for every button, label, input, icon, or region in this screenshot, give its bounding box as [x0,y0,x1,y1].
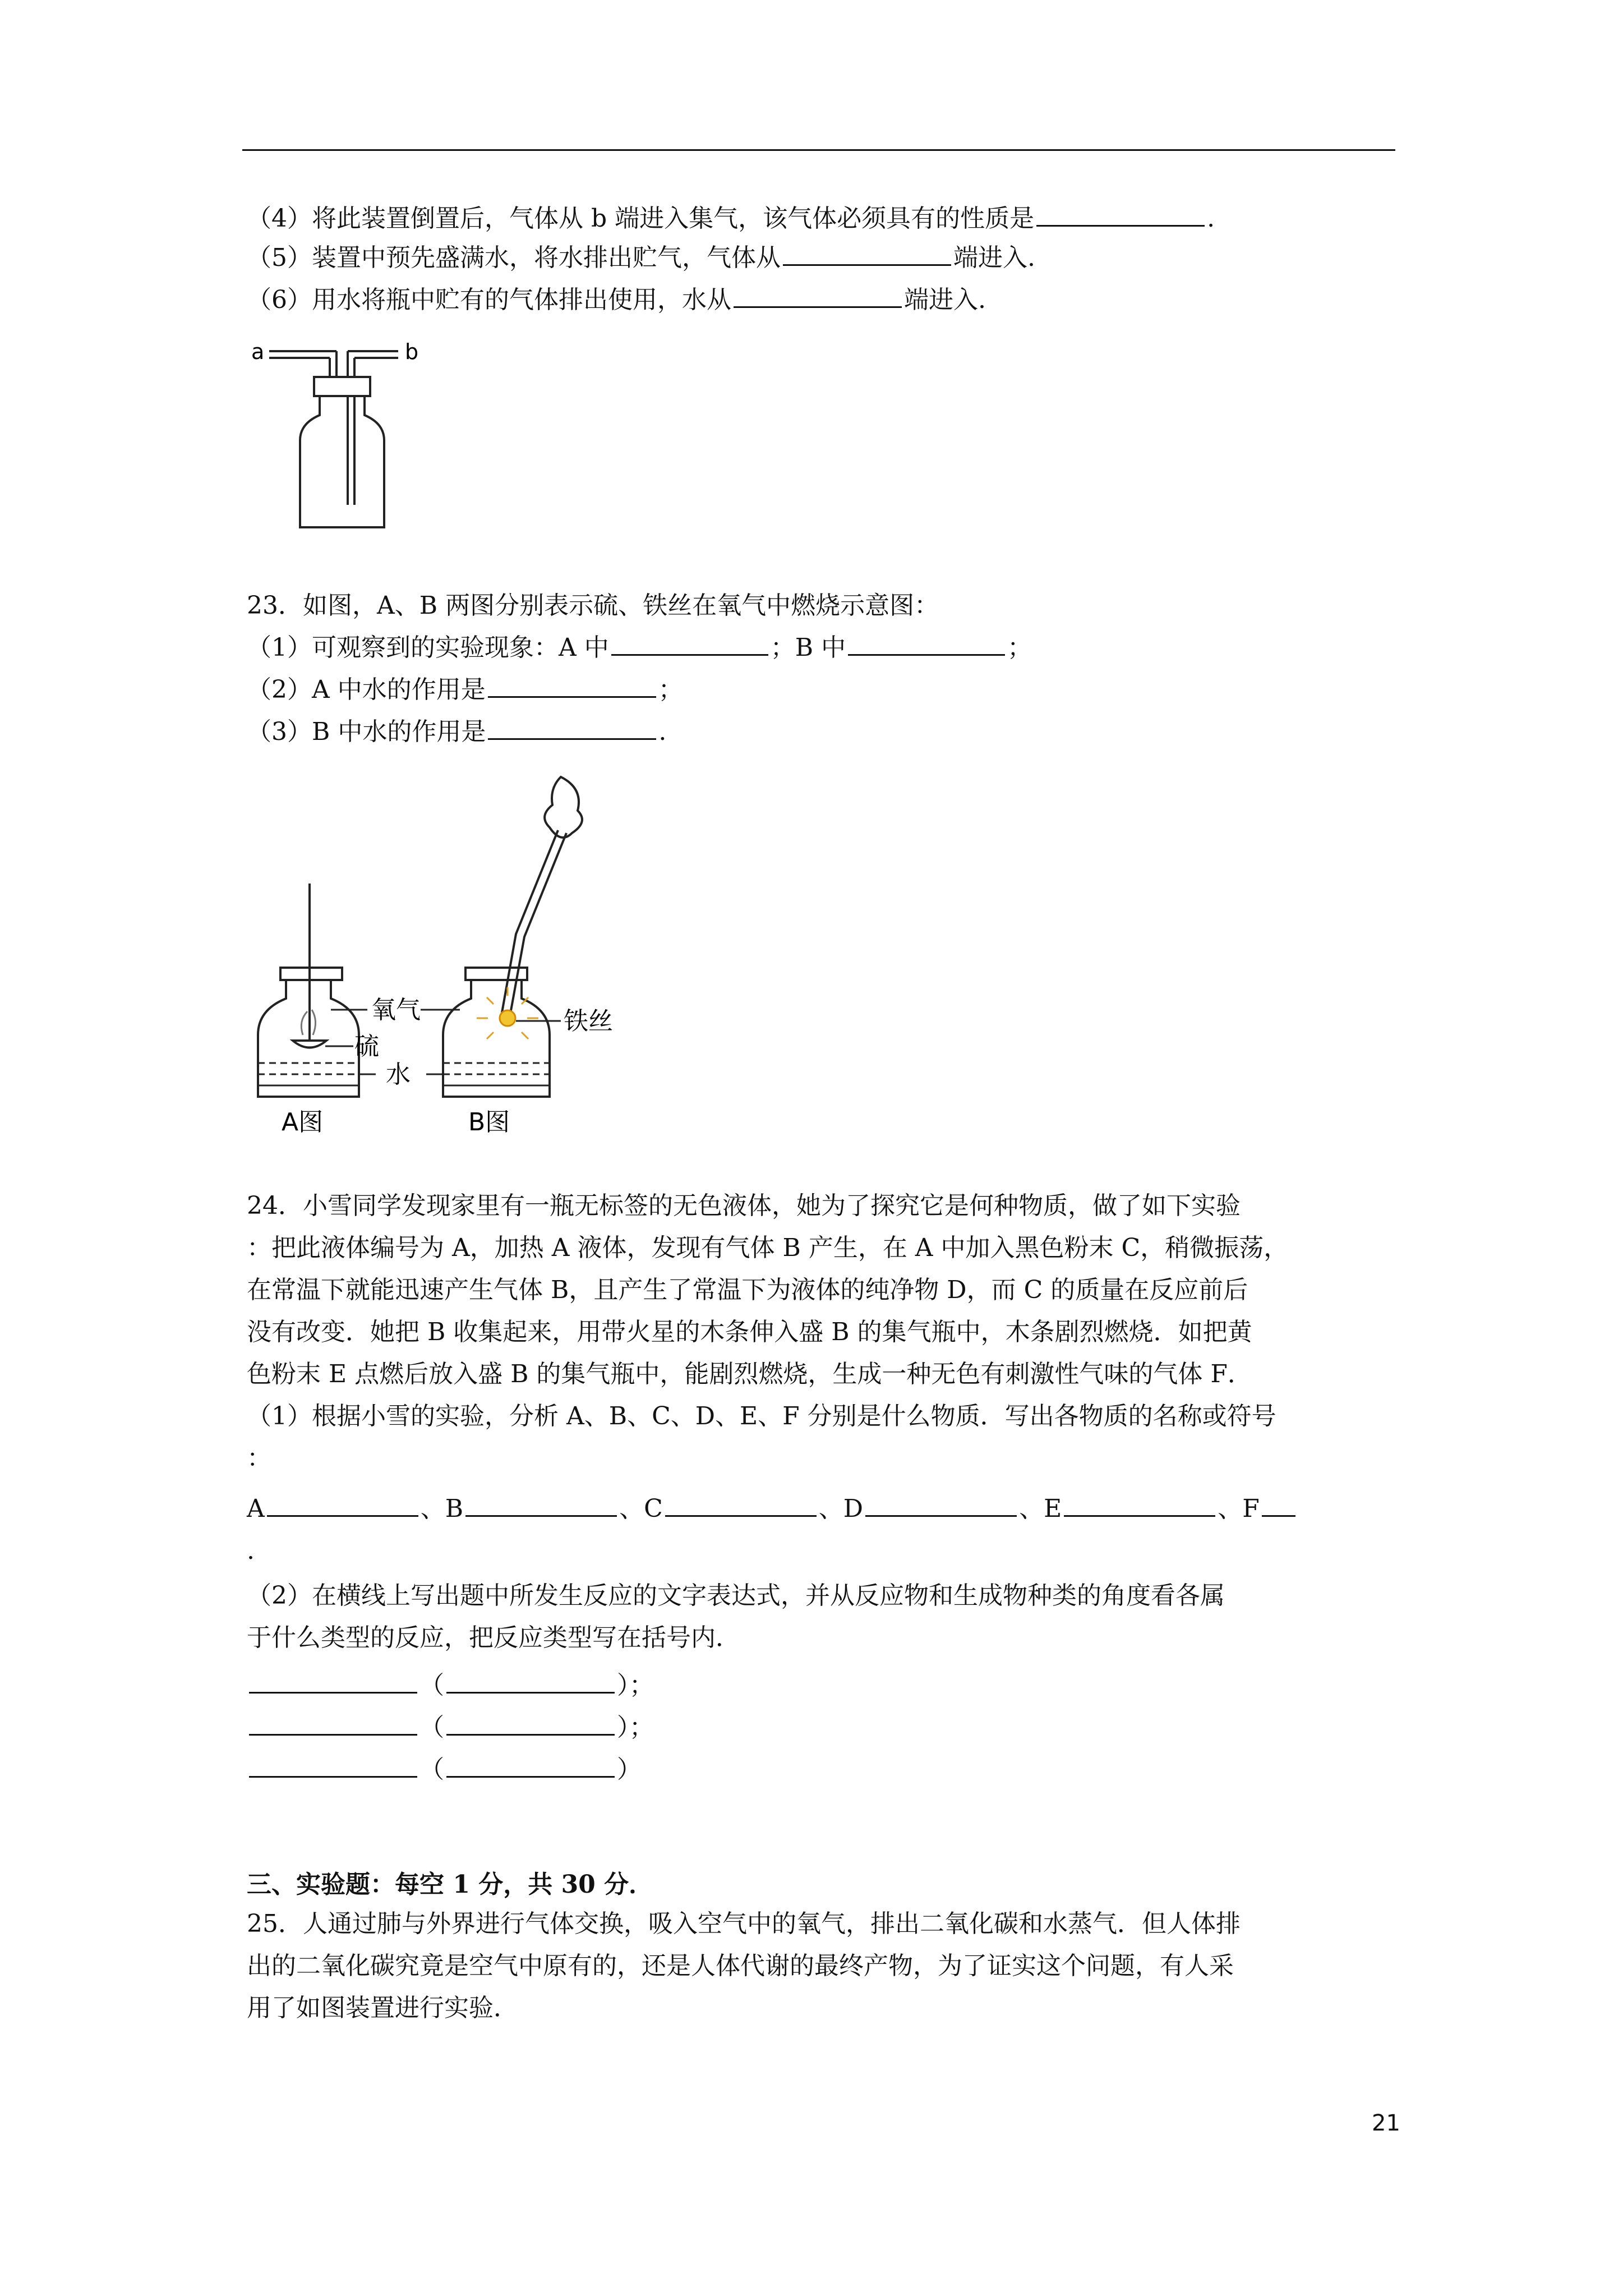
q24-answer-end: . [247,1536,255,1565]
q22-line4: （4）将此装置倒置后，气体从 b 端进入集气，该气体必须具有的性质是 . [247,202,1399,236]
gas-bottle-figure [247,325,426,539]
reaction-type-blank[interactable] [446,1711,615,1736]
fig-label-b: b [405,339,419,364]
q23-part2: （2）A 中水的作用是 ； [247,673,1399,707]
label-water: 水 [386,1060,411,1089]
answer-blank-f[interactable] [1262,1493,1295,1517]
q24-stem-line: ：把此液体编号为 A，加热 A 液体，发现有气体 B 产生，在 A 中加入黑色粉末 C，稍微振荡， [247,1234,1289,1262]
q23-stem: 23．如图，A、B 两图分别表示硫、铁丝在氧气中燃烧示意图： [247,591,939,620]
q24-part1-line: （1）根据小雪的实验，分析 A、B、C、D、E、F 分别是什么物质．写出各物质的名称或符号 [247,1402,1276,1430]
fig-label-a: a [251,339,265,364]
equation-blank[interactable] [249,1711,417,1736]
answer-blank[interactable] [488,674,656,698]
answer-blank[interactable] [783,242,951,266]
q24-stem-line: 色粉末 E 点燃后放入盛 B 的集气瓶中，能剧烈燃烧，生成一种无色有刺激性气味的气体 F． [247,1360,1252,1388]
q24-equation-row: （ ）； [247,1669,1399,1703]
label-oxygen: 氧气 [371,996,421,1024]
q24-stem-line: 没有改变．她把 B 收集起来，用带火星的木条伸入盛 B 的集气瓶中，木条剧烈燃烧．如把黄 [247,1318,1252,1346]
answer-blank-a[interactable] [267,1493,418,1517]
equation-blank[interactable] [249,1754,417,1778]
q24-part1-line: ： [247,1444,271,1473]
page-number: 21 [1372,2110,1400,2136]
q24-stem-line: 在常温下就能迅速产生气体 B，且产生了常温下为液体的纯净物 D，而 C 的质量在反应前后 [247,1276,1248,1304]
header-rule [242,149,1395,151]
section-heading: 三、实验题：每空 1 分，共 30 分． [247,1870,654,1899]
reaction-type-blank[interactable] [446,1669,615,1694]
q24-answer-row: A 、B 、C 、D 、E 、F [247,1492,1399,1526]
q24-equation-row: （ ） [247,1753,1399,1787]
q25-line: 出的二氧化碳究竟是空气中原有的，还是人体代谢的最终产物，为了证实这个问题，有人采 [247,1952,1234,1980]
q25-line: 用了如图装置进行实验． [247,1994,518,2022]
q24-part2-line: 于什么类型的反应，把反应类型写在括号内． [247,1623,740,1652]
label-iron-wire: 铁丝 [564,1007,613,1036]
label-sulfur: 硫 [354,1032,379,1061]
caption-a: A图 [282,1108,324,1137]
reaction-type-blank[interactable] [446,1754,615,1778]
q24-equation-row: （ ）； [247,1711,1399,1745]
answer-blank[interactable] [488,716,656,740]
answer-blank-c[interactable] [665,1493,817,1517]
q22-line5: （5）装置中预先盛满水，将水排出贮气，气体从 端进入. [247,241,1399,275]
combustion-figure [247,771,707,1142]
answer-blank[interactable] [611,632,768,656]
caption-b: B图 [468,1108,510,1137]
q23-part1: （1）可观察到的实验现象：A 中 ；B 中 ； [247,631,1399,665]
answer-blank-b[interactable] [465,1493,617,1517]
q25-line: 25．人通过肺与外界进行气体交换，吸入空气中的氧气，排出二氧化碳和水蒸气．但人体排 [247,1910,1241,1938]
q22-line6: （6）用水将瓶中贮有的气体排出使用，水从 端进入. [247,283,1399,317]
answer-blank-d[interactable] [865,1493,1017,1517]
answer-blank[interactable] [734,284,902,308]
answer-blank[interactable] [848,632,1005,656]
q23-part3: （3）B 中水的作用是 . [247,715,1399,749]
answer-blank[interactable] [1036,203,1205,227]
equation-blank[interactable] [249,1669,417,1694]
answer-blank-e[interactable] [1064,1493,1215,1517]
q24-stem-line: 24．小雪同学发现家里有一瓶无标签的无色液体，她为了探究它是何种物质，做了如下实验 [247,1191,1241,1220]
q24-part2-line: （2）在横线上写出题中所发生反应的文字表达式，并从反应物和生成物种类的角度看各属 [247,1581,1225,1610]
